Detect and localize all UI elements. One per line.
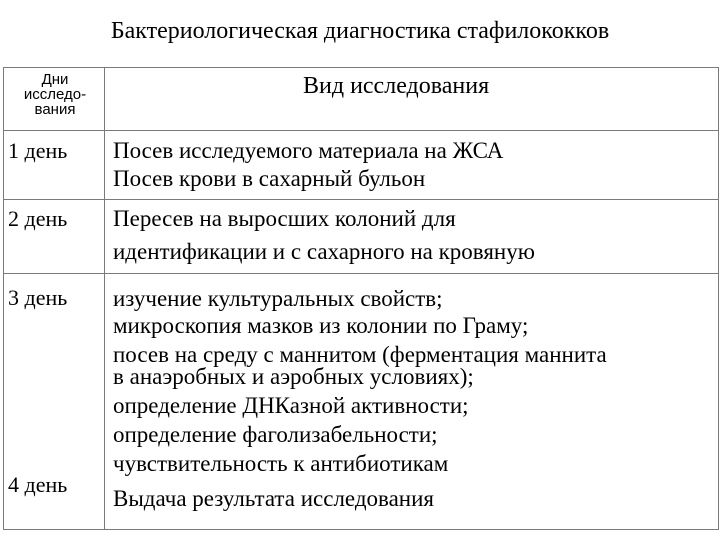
row-3-line-4: в анаэробных и аэробных условиях);	[113, 364, 474, 389]
diagnostics-table	[3, 67, 719, 530]
table-border-left	[3, 67, 4, 530]
header-divider	[3, 130, 719, 131]
row-2-day: 2 день	[8, 206, 68, 231]
row-2-line-1: Пересев на выросших колоний для	[113, 206, 456, 231]
header-days-label: исследо-	[23, 86, 87, 103]
row-1-line-1: Посев исследуемого материала на ЖСА	[113, 138, 504, 163]
row-1-day: 1 день	[8, 138, 68, 163]
header-type-label: Вид исследования	[303, 73, 490, 99]
row-1-line-2: Посев крови в сахарный бульон	[113, 166, 426, 191]
header-days-cell	[7, 72, 103, 117]
row-3-line-6: определение фаголизабельности;	[113, 422, 438, 447]
page-title: Бактериологическая диагностика стафилококков	[110, 18, 610, 44]
header-days-label: вания	[34, 101, 76, 118]
table-border-right	[718, 67, 719, 530]
row-divider-1	[3, 199, 719, 200]
row-3-line-1: изучение культуральных свойств;	[113, 286, 443, 311]
row-3-line-8: Выдача результата исследования	[113, 486, 434, 511]
row-3-line-5: определение ДНКазной активности;	[113, 393, 469, 418]
row-3-day: 3 день	[8, 285, 68, 310]
row-3-line-7: чувствительность к антибиотикам	[113, 451, 449, 476]
row-3-line-3: посев на среду с маннитом (ферментация маннита	[113, 342, 607, 367]
row-3-day-2: 4 день	[8, 472, 68, 497]
column-divider	[104, 67, 105, 530]
table-border-top	[3, 67, 719, 68]
row-3-line-2: микроскопия мазков из колонии по Граму;	[113, 313, 529, 338]
row-divider-2	[3, 273, 719, 274]
header-days-label: Дни	[41, 71, 69, 88]
row-2-line-2: идентификации и с сахарного на кровяную	[113, 239, 535, 264]
table-border-bottom	[3, 529, 719, 530]
